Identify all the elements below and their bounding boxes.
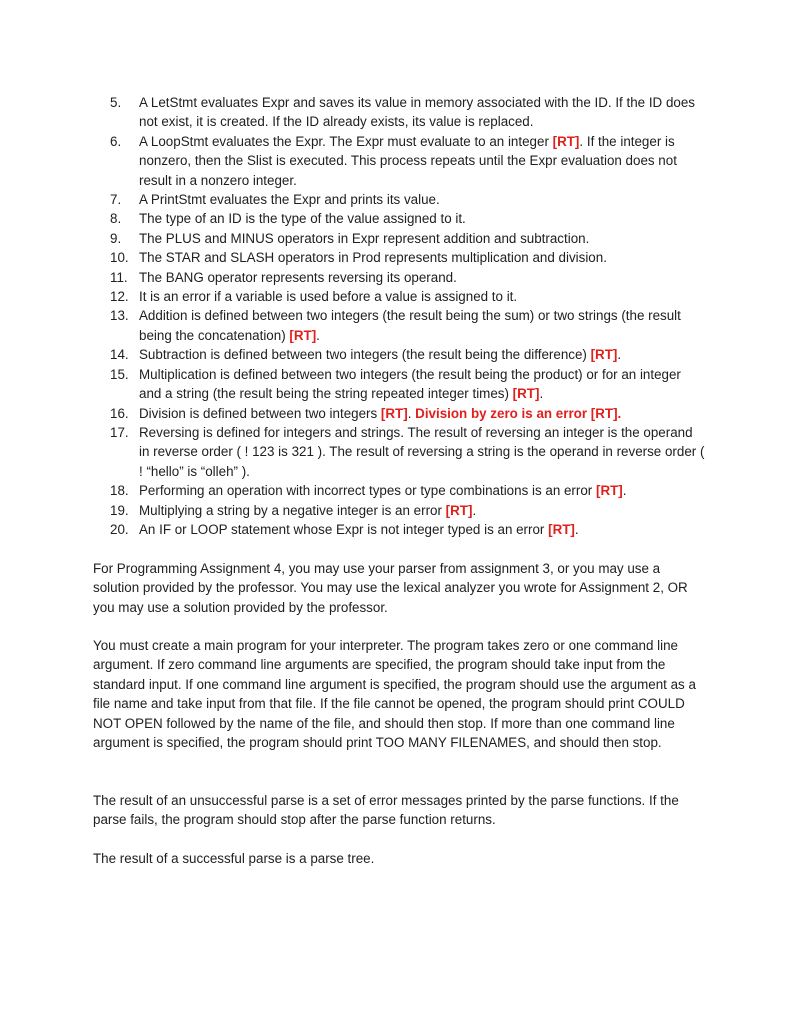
runtime-error-tag: Division by zero is an error [RT]. xyxy=(415,405,622,421)
list-item-text: . xyxy=(622,483,627,499)
runtime-error-tag: [RT] xyxy=(445,502,473,518)
list-item-text: . xyxy=(472,502,477,518)
runtime-error-tag: [RT] xyxy=(289,327,317,343)
list-item-text: The BANG operator represents reversing its operand. xyxy=(139,269,457,285)
runtime-error-tag: [RT] xyxy=(552,133,580,149)
list-item-number: 17. xyxy=(110,424,129,440)
paragraph-unsuccessful-parse xyxy=(93,791,703,830)
paragraph-main-program xyxy=(93,636,703,752)
list-item-text: Multiplying a string by a negative integer is an error xyxy=(139,502,446,518)
list-item xyxy=(0,423,705,481)
paragraph-text: You must create a main program for your interpreter. The program takes zero or one command line argument. If zero command line arguments are specified, the program should take input from the standard input. If one command line argument is specified, the program should use the argument as a file name and take input from that file. If the file cannot be opened, the program should print COULD NOT OPEN followed by the name of the file, and should then stop. If more than one command line argument is specified, the program should print TOO MANY FILENAMES, and should then stop. xyxy=(93,638,696,751)
list-item-text: The type of an ID is the type of the value assigned to it. xyxy=(139,211,466,227)
list-item-text: . xyxy=(407,405,416,421)
list-item xyxy=(0,365,705,404)
list-item-text: Addition is defined between two integers (the result being the sum) or two strings (the result being the concatenation) xyxy=(139,308,681,343)
list-item-number: 19. xyxy=(110,502,129,518)
list-item-number: 6. xyxy=(110,133,122,149)
list-item-number: 14. xyxy=(110,347,129,363)
list-item xyxy=(0,209,705,228)
list-item-text: . If the integer is nonzero, then the Slist is executed. This process repeats until the Expr evaluation does not result in a nonzero integer. xyxy=(139,133,677,188)
list-item-number: 15. xyxy=(110,366,129,382)
list-item xyxy=(0,132,705,190)
list-item-text: A PrintStmt evaluates the Expr and prints its value. xyxy=(139,192,440,208)
list-item xyxy=(0,190,705,209)
list-item-text: The PLUS and MINUS operators in Expr represent addition and subtraction. xyxy=(139,230,590,246)
list-item xyxy=(0,520,705,539)
paragraph-successful-parse xyxy=(93,849,703,868)
list-item xyxy=(0,501,705,520)
list-item-number: 16. xyxy=(110,405,129,421)
list-item xyxy=(0,93,705,132)
list-item xyxy=(0,268,705,287)
list-item-text: . xyxy=(316,327,320,343)
runtime-error-tag: [RT] xyxy=(590,347,618,363)
list-item-text: An IF or LOOP statement whose Expr is not integer typed is an error xyxy=(139,521,549,537)
list-item-number: 5. xyxy=(110,95,122,110)
list-item-text: A LetStmt evaluates Expr and saves its value in memory associated with the ID. If the ID does not exist, it is created. If the ID already exists, its value is replaced. xyxy=(139,95,695,130)
list-item-text: . xyxy=(539,386,544,402)
list-item xyxy=(0,345,705,364)
runtime-error-tag: [RT] xyxy=(595,483,623,499)
list-item-text: Multiplication is defined between two integers (the result being the product) or for an integer and a string (the result being the string repeated integer times) xyxy=(139,366,681,402)
list-item-text: It is an error if a variable is used before a value is assigned to it. xyxy=(139,289,518,305)
list-item-number: 20. xyxy=(110,521,129,537)
list-item-text: Reversing is defined for integers and strings. The result of reversing an integer is the operand in reverse order ( ! 123 is 321 ). The result of reversing a string is the operand in reverse order ( ! “hello” is “olleh” ). xyxy=(139,424,705,479)
list-item-text: Performing an operation with incorrect types or type combinations is an error xyxy=(139,483,596,499)
list-item-number: 11. xyxy=(110,269,128,285)
list-item-number: 8. xyxy=(110,211,122,227)
list-item-number: 12. xyxy=(110,289,129,305)
runtime-error-tag: [RT] xyxy=(512,386,540,402)
list-item-text: The STAR and SLASH operators in Prod represents multiplication and division. xyxy=(139,250,607,266)
paragraph-assignment-4 xyxy=(93,559,703,617)
list-item xyxy=(0,306,705,345)
list-item xyxy=(0,287,705,306)
rules-list xyxy=(0,93,791,539)
list-item-text: Subtraction is defined between two integers (the result being the difference) xyxy=(139,347,591,363)
list-item-number: 10. xyxy=(110,250,129,266)
list-item xyxy=(0,481,705,500)
list-item-number: 9. xyxy=(110,230,122,246)
list-item-number: 13. xyxy=(110,308,129,324)
runtime-error-tag: [RT] xyxy=(548,521,575,537)
list-item-number: 7. xyxy=(110,192,122,208)
list-item-text: . xyxy=(574,521,579,537)
list-item-text: . xyxy=(617,347,622,363)
list-item-number: 18. xyxy=(110,483,129,499)
list-item-text: Division is defined between two integers xyxy=(139,405,381,421)
paragraph-text: The result of a successful parse is a parse tree. xyxy=(93,851,375,866)
list-item-text: A LoopStmt evaluates the Expr. The Expr must evaluate to an integer xyxy=(139,133,553,149)
paragraph-text: For Programming Assignment 4, you may use your parser from assignment 3, or you may use a solution provided by the professor. You may use the lexical analyzer you wrote for Assignment 2, OR you may use a solution provided by the professor. xyxy=(93,561,688,615)
list-item xyxy=(0,404,705,423)
list-item xyxy=(0,229,705,248)
list-item xyxy=(0,248,705,267)
runtime-error-tag: [RT] xyxy=(380,405,408,421)
paragraph-text: The result of an unsuccessful parse is a set of error messages printed by the parse functions. If the parse fails, the program should stop after the parse function returns. xyxy=(93,793,679,828)
